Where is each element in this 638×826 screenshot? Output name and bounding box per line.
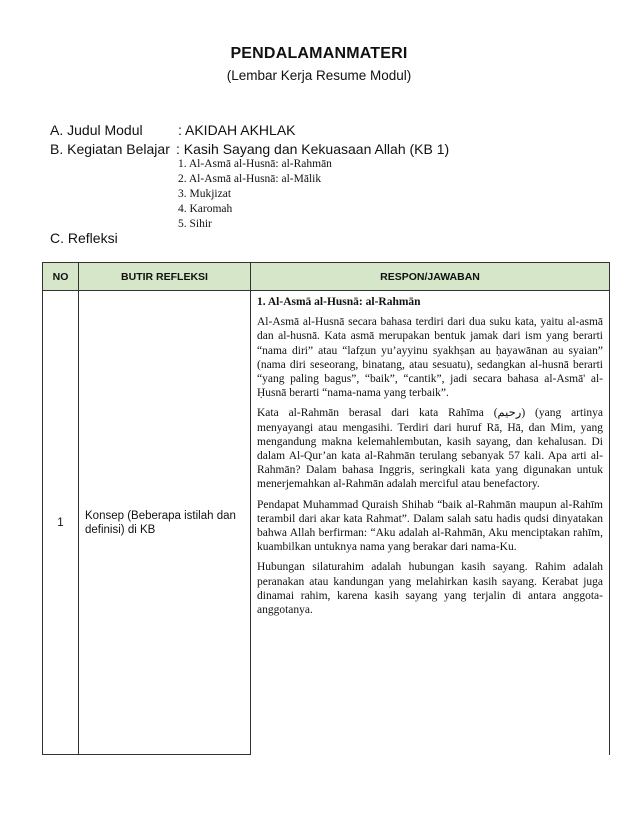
kb-list-item: 3. Mukjizat	[178, 188, 232, 200]
kb-list	[178, 157, 332, 232]
kegiatan-belajar-label: B. Kegiatan Belajar	[50, 141, 170, 157]
kegiatan-belajar-value: : Kasih Sayang dan Kekuasaan Allah (KB 1)	[176, 141, 450, 157]
kb-list-item: 1. Al-Asmā al-Husnā: al-Rahmān	[178, 158, 332, 170]
header-butir-refleksi: BUTIR REFLEKSI	[79, 263, 251, 291]
respon-paragraph: Hubungan silaturahim adalah hubungan kasih sayang. Rahim adalah peranakan atau kandungan yang melahirkan kasih sayang. Kerabat juga dinamai rahim, karena kasih sayang yang terjalin di antara anggota-anggotanya.	[257, 561, 603, 617]
table-row	[43, 291, 610, 755]
respon-cell	[251, 291, 610, 755]
refleksi-label: C. Refleksi	[50, 230, 118, 246]
page-subtitle: (Lembar Kerja Resume Modul)	[226, 68, 412, 83]
respon-paragraph: Al-Asmā al-Husnā secara bahasa terdiri dari dua suku kata, yaitu al-asmā dan al-husnā. Kata asmā merupakan bentuk jamak dari ism yang berarti “nama diri” atau “lafẓun yu’ayyinu syakhṣan au ḥayawānan au syaian” (nama diri seseorang, binatang, atau sesuatu), sedangkan al-husnā berarti “yang paling bagus”, “baik”, “cantik”, jadi secara bahasa al-Asmā' al-Ḥusnā berarti “nama-nama yang terbaik”.	[257, 316, 603, 400]
kb-list-item: 5. Sihir	[178, 218, 212, 230]
kb-list-item: 4. Karomah	[178, 203, 233, 215]
respon-heading: 1. Al-Asmā al-Husnā: al-Rahmān	[257, 296, 421, 308]
judul-modul-label: A. Judul Modul	[50, 122, 143, 138]
refleksi-table	[42, 262, 610, 755]
page-title: PENDALAMANMATERI	[230, 45, 408, 62]
butir-refleksi-cell: Konsep (Beberapa istilah dan definisi) di KB	[79, 291, 251, 755]
header-respon-jawaban: RESPON/JAWABAN	[251, 263, 610, 291]
judul-modul-value: : AKIDAH AKHLAK	[178, 122, 296, 138]
table-header-row	[43, 263, 610, 291]
header-no: NO	[43, 263, 79, 291]
respon-paragraph: Kata al-Rahmān berasal dari kata Rahīma (رحيم) (yang artinya menyayangi atau mengasihi. Terdiri dari huruf Rā, Hā, dan Mim, yang mengandung makna kelemahlembutan, kasih sayang, dan kehalusan. Di dalam Al-Qur’an kata al-Rahmān terulang sebanyak 57 kali. Apa arti al-Rahmān? Dalam bahasa Inggris, seringkali kata yang digunakan untuk menerjemahkan al-Rahmān adalah merciful atau benefactory.	[257, 407, 603, 491]
respon-paragraph: Pendapat Muhammad Quraish Shihab “baik al-Rahmān maupun al-Rahīm terambil dari akar kata Rahmat”. Dalam salah satu hadis qudsi dinyatakan bahwa Allah berfirman: “Aku adalah al-Rahmān, Aku menciptakan rahīm, kuambilkan untuknya nama yang berakar dari nama-Ku.	[257, 498, 603, 554]
row-number: 1	[43, 291, 79, 755]
kb-list-item: 2. Al-Asmā al-Husnā: al-Mālik	[178, 173, 322, 185]
